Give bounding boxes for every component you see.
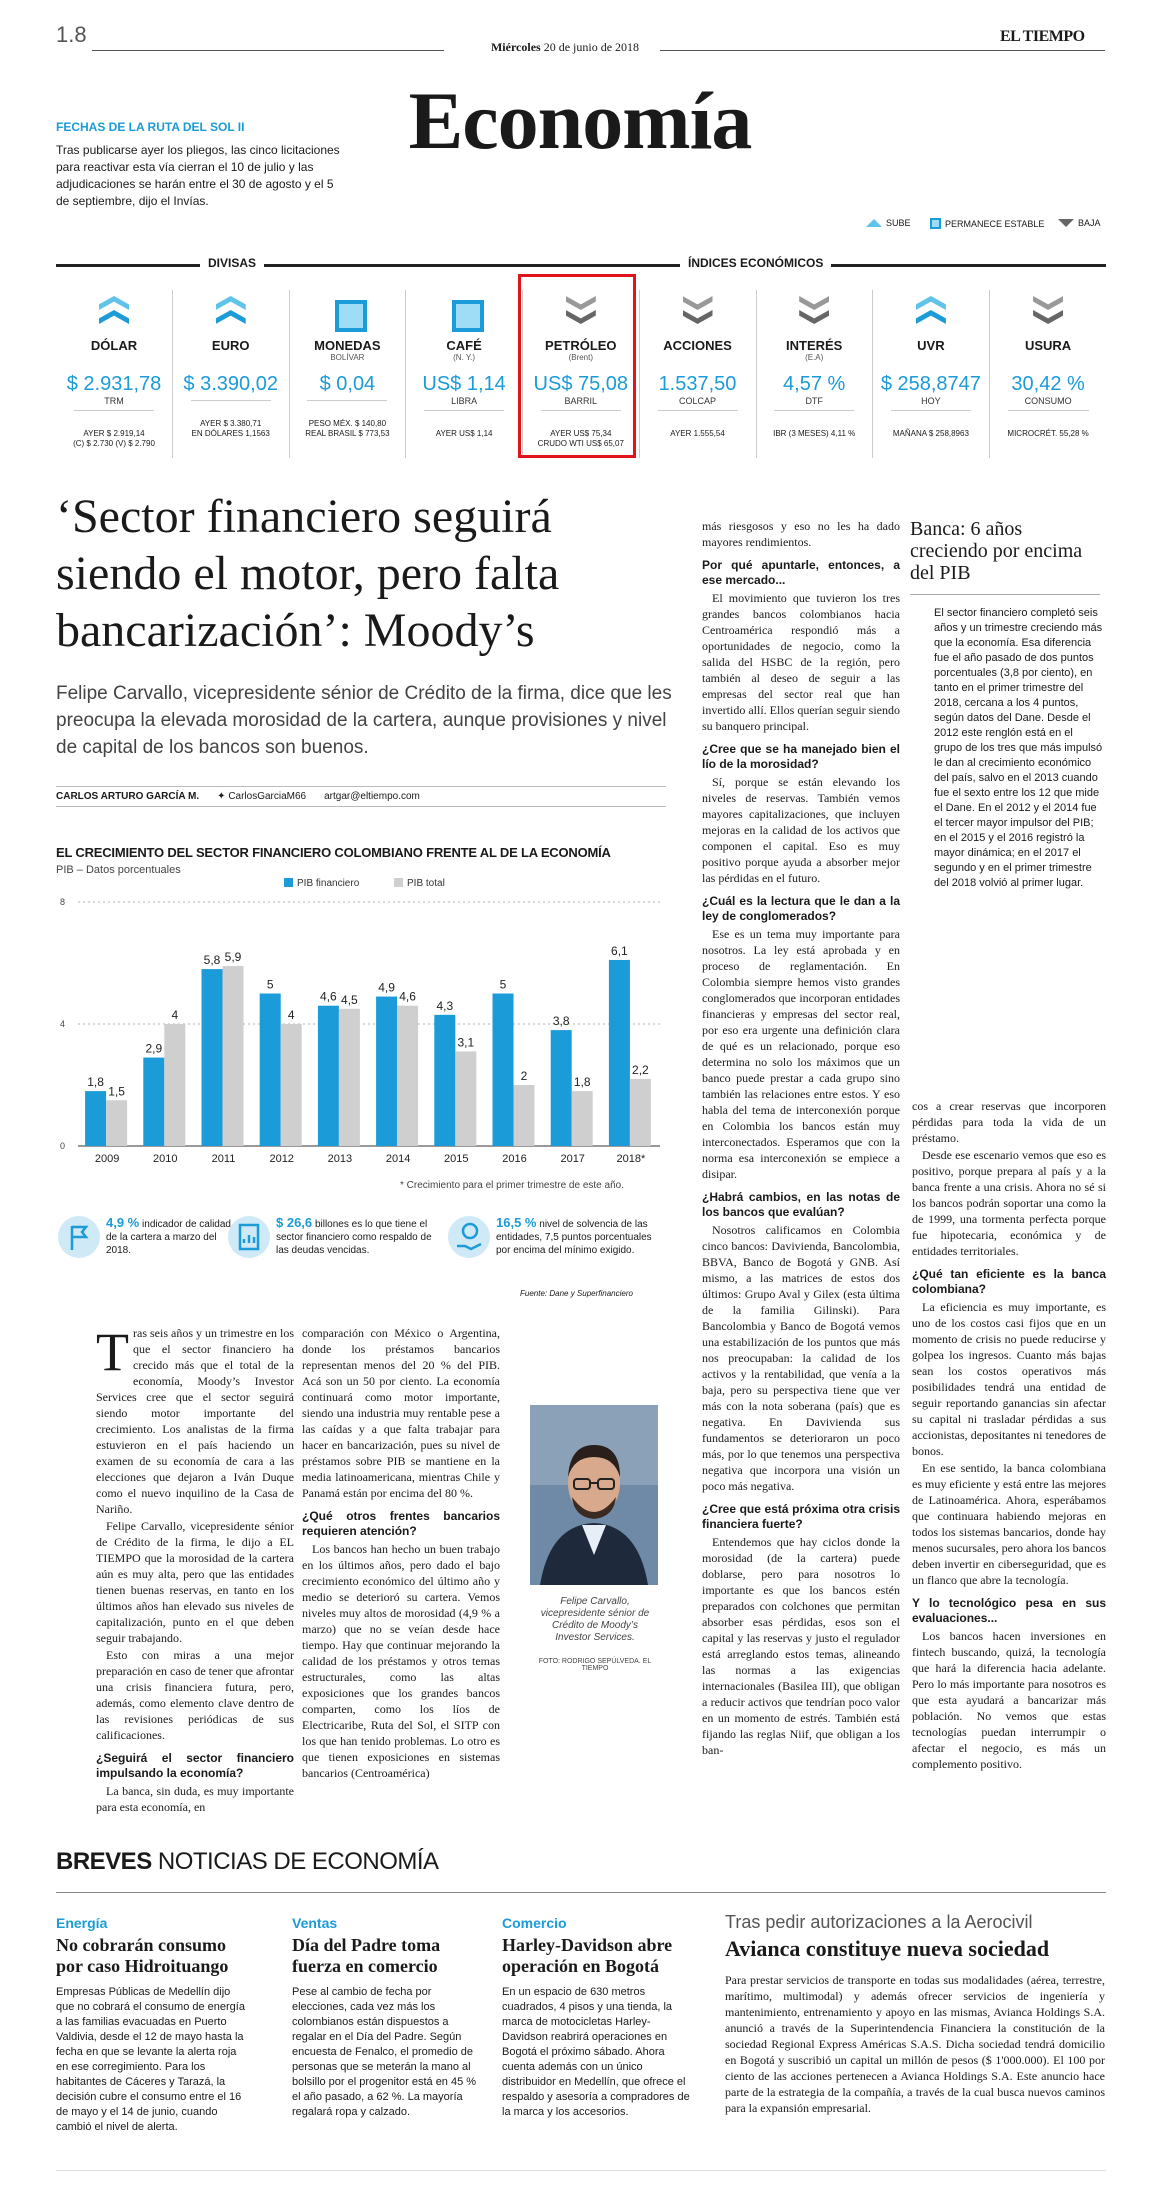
indicator-name: EURO xyxy=(211,338,250,353)
indicator-unit: DTF xyxy=(774,396,854,411)
chevron-down-icon xyxy=(1058,219,1074,227)
indicator-unit: TRM xyxy=(74,396,154,411)
bar xyxy=(551,1030,572,1146)
fact-3: 16,5 % nivel de solvencia de las entidades, 7,5 puntos porcentuales por encima del mínimo exigido. xyxy=(448,1216,663,1258)
indicator-name: ACCIONES xyxy=(663,338,732,353)
x-tick-label: 2018* xyxy=(616,1153,646,1165)
x-tick-label: 2015 xyxy=(444,1153,469,1165)
paragraph: más riesgosos y eso no les ha dado mayores rendimientos. xyxy=(702,519,900,549)
square-icon xyxy=(449,292,479,332)
indicator-0 xyxy=(56,290,173,458)
indicator-7 xyxy=(873,290,990,458)
bar xyxy=(106,1100,127,1146)
author-email[interactable]: artgar@eltiempo.com xyxy=(324,791,420,802)
article-deck: Felipe Carvallo, vicepresidente sénior de Crédito de la firma, dice que les preocupa la elevada morosidad de la cartera, aunque provisiones y nivel de capital de los bancos son buenos. xyxy=(56,683,672,758)
square-icon xyxy=(930,218,941,229)
indicator-value: $ 2.931,78 xyxy=(66,373,162,395)
indicator-sub xyxy=(56,353,172,363)
data-label: 4,6 xyxy=(399,989,416,1004)
indices-heading: ÍNDICES ECONÓMICOS xyxy=(680,256,831,270)
question: Y lo tecnológico pesa en sus evaluaciones... xyxy=(912,1596,1106,1625)
x-tick-label: 2014 xyxy=(385,1153,411,1165)
indicator-2 xyxy=(289,290,406,458)
paragraph: La eficiencia es muy importante, es uno de los costos casi fijos que en un momento de crisis no puede reducirse y golpea los ingresos. Cuanto más bajas sean los costos operativos más posibilidades tendrá una entidad de seguir reportando ganancias sin afectar su capital ni trasladar pérdidas a sus accionistas, depositantes ni tenedores de bonos. xyxy=(912,1300,1106,1458)
sidebar-title: Banca: 6 años creciendo por encima del PIB xyxy=(910,518,1083,584)
bar xyxy=(260,994,281,1147)
data-label: 4 xyxy=(171,1008,179,1022)
data-label: 3,8 xyxy=(552,1014,570,1029)
legend-swatch xyxy=(394,878,403,887)
bar xyxy=(318,1006,339,1146)
indicator-value: $ 3.390,02 xyxy=(183,373,278,395)
body-column-4 xyxy=(912,1098,1106,1773)
chart-source: Fuente: Dane y Superfinanciero xyxy=(520,1289,633,1298)
newspaper-brand[interactable]: EL TIEMPO xyxy=(1000,28,1085,45)
indicator-sub xyxy=(873,353,989,363)
bar xyxy=(514,1085,535,1146)
article-headline: ‘Sector financiero seguirá siendo el motor, pero falta bancarización’: Moody’s xyxy=(56,490,560,657)
question: ¿Qué otros frentes bancarios requieren atención? xyxy=(302,1509,500,1538)
bar xyxy=(339,1009,360,1146)
photo-credit: FOTO: RODRIGO SEPÚLVEDA. EL TIEMPO xyxy=(538,1658,652,1672)
dropcap: T xyxy=(96,1322,129,1382)
photo-caption: Felipe Carvallo, vicepresidente sénior de Crédito de Moody’s Investor Services. xyxy=(540,1596,650,1643)
question: ¿Qué tan eficiente es la banca colombiana? xyxy=(912,1267,1106,1296)
page-bottom-rule xyxy=(56,2170,1106,2171)
legend-label: PIB total xyxy=(407,878,445,889)
question: ¿Cree que se ha manejado bien el lío de la morosidad? xyxy=(702,742,900,771)
indicator-foot: AYER US$ 1,14 xyxy=(435,429,493,438)
indicator-unit xyxy=(191,396,271,401)
legend-up: SUBE xyxy=(866,218,911,228)
indicator-unit: HOY xyxy=(891,396,971,411)
chevron-up-icon xyxy=(99,292,129,332)
byline xyxy=(56,786,666,807)
question: ¿Habrá cambios, en las notas de los bancos que evalúan? xyxy=(702,1190,900,1219)
bar xyxy=(223,966,244,1146)
indicator-sub: (N. Y.) xyxy=(453,353,476,362)
bar xyxy=(164,1024,185,1146)
x-tick-label: 2011 xyxy=(211,1153,236,1165)
legend-label: PIB financiero xyxy=(297,878,360,889)
money-hand-icon xyxy=(448,1216,490,1258)
indicator-name: USURA xyxy=(1024,338,1072,353)
data-label: 5 xyxy=(499,977,507,992)
indicator-foot: AYER $ 2.919,14 (C) $ 2.730 (V) $ 2.790 xyxy=(73,429,155,448)
sidebar-text: El sector financiero completó seis años y un trimestre creciendo más que la economía. Esa diferencia fue el año pasado de dos puntos porcentuales (3,8 por ciento), en tanto en el primer trimestre del 2018, cercana a los 4 puntos, según datos del Dane. Desde el 2012 este renglón está en el grupo de los tres que más impulsó le dan al crecimiento económico del país, salvo en el 2013 cuando fue el sexto entre los 12 que mide el Dane. En el 2012 y el 2014 fue el tercer mayor impulsor del PIB; en el 2015 y el 2016 registró la mayor dinámica; en el 2017 el segundo y en el primer trimestre del 2018 volvió al primer lugar. xyxy=(934,607,1103,889)
indicator-foot: AYER $ 3.380,71 EN DÓLARES 1,1563 xyxy=(191,419,270,438)
data-label: 4 xyxy=(287,1008,295,1022)
divisas-heading: DIVISAS xyxy=(200,256,264,270)
portrait-photo xyxy=(530,1405,658,1585)
indicator-name: DÓLAR xyxy=(90,338,138,353)
bar xyxy=(609,960,630,1146)
avianca-text: Para prestar servicios de transporte en todas sus modalidades (aérea, terrestre, marítimo, multimodal) y además ofrecer servicios de ingeniería y mantenimiento, entrenamiento y apoyo en las mismas, Avianca Holdings S.A. anunció a través de la Superintendencia Financiera la constitución de la sociedad Regional Express Américas S.A.S. Dicha sociedad tendrá domicilio en Bogotá y suscribió un capital un millón de pesos ($ 1'000.000). El 100 por ciento de las acciones pertenecen a Avianca Holdings S.A. Este anuncio hace parte de la estrategia de la compañía, a través de la cual busca nuevos caminos para la expansión empresarial. xyxy=(725,1973,1105,2115)
bar xyxy=(143,1058,164,1146)
indicator-value: US$ 1,14 xyxy=(422,373,506,395)
indicator-value: 30,42 % xyxy=(1011,373,1085,395)
indicator-value: $ 258,8747 xyxy=(880,373,981,395)
brief-3: Comercio Harley-Davidson abre operación en Bogotá En un espacio de 630 metros cuadrados, 4 pisos y una tienda, la marca de motocicletas Harley-Davidson reabrirá operaciones en Bogotá el próximo sábado. Ahora cuenta además con un único distribuidor en Medellín, que ofrece el respaldo y asesoría a compradores de la marca y los accesorios. xyxy=(502,1915,690,2118)
indicator-foot: AYER 1.555,54 xyxy=(670,429,725,438)
indicator-8 xyxy=(990,290,1107,458)
paragraph: Desde ese escenario vemos que eso es positivo, porque prepara al país y a la banca frente a una crisis. Ahora no sé si los bancos podrán soportar una como la de 1999, una tormenta perfecta porque fue hipotecaria, económica y de entidades territoriales. xyxy=(912,1148,1106,1258)
indicator-unit: COLCAP xyxy=(658,396,738,411)
indicator-name: INTERÉS xyxy=(786,338,843,353)
data-label: 3,1 xyxy=(457,1035,475,1050)
header-rule-right xyxy=(660,50,1105,51)
x-tick-label: 2010 xyxy=(153,1153,178,1165)
indicator-sub: (E.A) xyxy=(805,353,824,362)
body-column-2: comparación con México o Argentina, donde los préstamos bancarios representan menos del 20 % del PIB. Acá son un 50 por ciento. La economía continuará como motor importante, siendo una industria muy rentable pese a las caídas y a que falta trabajar para hacer en bancarización, pues su nivel de préstamos sobre PIB se mantiene en la media latinoamericana, mientras Chile y Panamá están por encima del 80 %. ¿Qué otros frentes bancarios requieren atención? Los bancos han hecho un buen trabajo en los últimos años, pero dado el bajo crecimiento económico del último año y medio se deterioró su cartera. Vemos niveles muy altos de morosidad (4,9 % a marzo) que no se veían desde hace tiempo. Hay que continuar mejorando la calidad de los préstamos y otros temas estructurales, como las altas exposiciones que los grandes bancos comparten, como los líos de Electricaribe, Ruta del Sol, el SITP con los que han tenido problemas. Lo otro es que tienen exposiciones en sistemas bancarios (Centroamérica) xyxy=(302,1326,500,1780)
body-column-3 xyxy=(702,518,900,1759)
kicker-title: FECHAS DE LA RUTA DEL SOL II xyxy=(56,120,245,134)
legend-down: BAJA xyxy=(1058,218,1101,228)
chevron-up-icon xyxy=(866,219,882,227)
data-label: 4,5 xyxy=(341,992,358,1007)
indicator-foot: MICROCRÉT. 55,28 % xyxy=(1007,429,1089,438)
question: ¿Seguirá el sector financiero impulsando la economía? xyxy=(96,1751,294,1780)
bar xyxy=(630,1079,651,1146)
x-tick-label: 2013 xyxy=(327,1153,353,1165)
paragraph: En ese sentido, la banca colombiana es muy eficiente y está entre las mejores de Latinoamérica. Ahora, esperábamos que continuara habiendo mejoras en todos los sistemas bancarios, donde hay menos sucursales, pero ahora los bancos deben invertir en ciberseguridad, que es un flanco que abre la tecnología. xyxy=(912,1461,1106,1587)
data-label: 4,9 xyxy=(378,980,395,995)
bar xyxy=(202,969,223,1146)
paragraph: Los bancos hacen inversiones en fintech buscando, quizá, la tecnología que hará la diferencia hacia adelante. Pero lo más importante para nosotros es que esta ayudará a bancarizar más población. No vemos que estas tecnologías puedan interrumpir o afectar el negocio, es más un complemento positivo. xyxy=(912,1629,1106,1771)
chart-subtitle: PIB – Datos porcentuales xyxy=(56,864,181,876)
twitter-icon: ✦ xyxy=(217,791,226,802)
data-label: 2 xyxy=(520,1069,528,1083)
paragraph: Ese es un tema muy importante para nosotros. La ley está aprobada y en proceso de reglamentación. En Colombia siempre hemos visto grandes conglomerados que incorporan entidades financieras y empresas del sector real, por eso era urgente una definición clara de qué es un relacionado, porque eso determina no solo los máximos que un banco puede prestar a cada grupo sino también las relaciones entre estos. Y eso habla del tema de interconexión porque en Colombia los bancos están muy interconectados. Esperamos que con la norma esa interconexión se empiece a disipar. xyxy=(702,927,900,1181)
data-label: 6,1 xyxy=(611,943,628,958)
issue-date: Miércoles 20 de junio de 2018 xyxy=(490,40,640,54)
kicker-text: Tras publicarse ayer los pliegos, las cinco licitaciones para reactivar esta vía cierran el 10 de julio y las adjudicaciones se harán entre el 30 de agosto y el 5 de septiembre, dijo el Invías. xyxy=(56,143,340,208)
sidebar-rule xyxy=(910,594,1100,595)
highlight-box xyxy=(518,274,636,458)
section-title: Economía xyxy=(408,75,752,166)
question: ¿Cuál es la lectura que le dan a la ley de conglomerados? xyxy=(702,894,900,923)
legend-stable: PERMANECE ESTABLE xyxy=(930,218,1044,229)
indicator-name: MONEDAS xyxy=(314,338,381,353)
indicator-foot: PESO MÉX. $ 140,80 REAL BRASIL $ 773,53 xyxy=(305,419,390,438)
indicator-unit xyxy=(307,396,387,401)
question: ¿Cree que está próxima otra crisis financiera fuerte? xyxy=(702,1502,900,1531)
indicator-value: US$ 75,08 xyxy=(533,373,629,395)
legend-swatch xyxy=(284,878,293,887)
bar xyxy=(397,1006,418,1146)
data-label: 5 xyxy=(266,977,274,992)
chart-note: * Crecimiento para el primer trimestre de este año. xyxy=(400,1180,624,1191)
indicator-sub xyxy=(173,353,289,363)
avianca-title: Avianca constituye nueva sociedad xyxy=(725,1936,1050,1961)
y-tick-label: 0 xyxy=(60,1141,66,1151)
bar xyxy=(572,1091,593,1146)
indicator-sub xyxy=(990,353,1107,363)
data-label: 4,6 xyxy=(320,989,337,1004)
question: Por qué apuntarle, entonces, a ese mercado... xyxy=(702,558,900,587)
brief-2: Ventas Día del Padre toma fuerza en comercio Pese al cambio de fecha por elecciones, cada vez más los colombianos están dispuestos a regalar en el Día del Padre. Según encuesta de Fenalco, el promedio de personas que se meterán la mano al bolsillo por el progenitor está en 45 % el año pasado, a 62 %. La mayoría regalará ropa y calzado. xyxy=(292,1915,477,2118)
indicator-5 xyxy=(640,290,757,458)
paragraph: cos a crear reservas que incorporen pérdidas para toda la vida de un préstamo. xyxy=(912,1099,1106,1145)
chevron-down-icon xyxy=(1033,292,1063,332)
indicator-name: PETRÓLEO xyxy=(545,338,617,353)
indicator-6 xyxy=(756,290,873,458)
data-label: 5,8 xyxy=(203,953,221,968)
bar xyxy=(85,1091,106,1146)
avianca-pretitle: Tras pedir autorizaciones a la Aerocivil xyxy=(725,1912,1033,1932)
header-rule-left xyxy=(92,50,444,51)
bar xyxy=(493,994,514,1147)
chevron-up-icon xyxy=(216,292,246,332)
bar xyxy=(281,1024,302,1146)
fact-1: 4,9 % indicador de calidad de la cartera a marzo del 2018. xyxy=(58,1216,233,1258)
data-label: 5,9 xyxy=(224,950,242,965)
flag-icon xyxy=(58,1216,100,1258)
x-tick-label: 2009 xyxy=(94,1153,120,1165)
bar-chart xyxy=(56,878,666,1178)
brief-1: Energía No cobrarán consumo por caso Hidroituango Empresas Públicas de Medellín dijo que no cobrará el consumo de energía a las familias evacuadas en Puerto Valdivia, desde el 12 de mayo hasta la fecha en que se levante la alerta roja en ese corregimiento. Para los habitantes de Cáceres y Tarazá, la decisión cubre el consumo entre el 16 de mayo y el 14 de junio, cuando cambió el nivel de alerta. xyxy=(56,1915,245,2133)
chevron-down-icon xyxy=(799,292,829,332)
y-tick-label: 8 xyxy=(60,897,66,907)
bar xyxy=(434,1015,455,1146)
data-label: 4,3 xyxy=(436,998,454,1013)
data-label: 2,2 xyxy=(632,1062,649,1077)
indicator-foot: IBR (3 MESES) 4,11 % xyxy=(773,429,856,438)
breves-title: BREVES NOTICIAS DE ECONOMÍA xyxy=(56,1848,439,1875)
chevron-down-icon xyxy=(683,292,713,332)
twitter-handle[interactable]: ✦ CarlosGarciaM66 xyxy=(217,791,307,802)
chevron-up-icon xyxy=(916,292,946,332)
indicator-foot: MAÑANA $ 258,8963 xyxy=(892,429,969,438)
bar xyxy=(376,997,397,1146)
y-tick-label: 4 xyxy=(60,1019,66,1029)
indicator-value: 1.537,50 xyxy=(658,373,737,395)
chart-title: EL CRECIMIENTO DEL SECTOR FINANCIERO COLOMBIANO FRENTE AL DE LA ECONOMÍA xyxy=(56,845,611,860)
x-tick-label: 2017 xyxy=(560,1153,585,1165)
bar xyxy=(455,1051,476,1146)
author: CARLOS ARTURO GARCÍA M. xyxy=(56,791,200,802)
indicator-value: 4,57 % xyxy=(783,373,846,395)
breves-rule xyxy=(56,1892,1106,1893)
x-tick-label: 2016 xyxy=(502,1153,527,1165)
data-label: 1,8 xyxy=(573,1075,591,1090)
indicator-unit: LIBRA xyxy=(424,396,504,411)
paragraph: El movimiento que tuvieron los tres grandes bancos colombianos hacia Centroamérica respondió más a oportunidades de negocio, como la salida del HSBC de la región, pero también al deseo de seguir a las empresas del sector real que han invertido allí. Ellos querían seguir siendo su banquero principal. xyxy=(702,591,900,733)
paragraph: Sí, porque se están elevando los niveles de reservas. También vemos mayores capitalizaciones, que incluyen mejoras en la calidad de los activos que componen el capital. Eso es muy positivo porque ayuda a absorber mejor las pérdidas en el futuro. xyxy=(702,775,900,885)
x-tick-label: 2012 xyxy=(269,1153,294,1165)
data-label: 2,9 xyxy=(145,1041,163,1056)
data-label: 1,8 xyxy=(87,1075,104,1090)
indicator-unit: BARRIL xyxy=(541,396,621,411)
indicator-unit: CONSUMO xyxy=(1008,396,1089,411)
paragraph: Entendemos que hay ciclos donde la morosidad (de la cartera) puede doblarse, pero para nosotros lo importante es que los bancos estén preparados con colchones que permitan absorber esas pérdidas, esos son el capital y las reservas y justo el regulador está arreglando estos temas, alineando las normas a las exigencias internacionales (Basilea III), que obligan a reducir activos que tendrían poco valor en un momento de estrés. También está fijando las reglas Niif, que obligan a los ban- xyxy=(702,1535,900,1757)
data-label: 1,5 xyxy=(108,1084,125,1099)
square-icon xyxy=(332,292,362,332)
paragraph: Nosotros calificamos en Colombia cinco bancos: Davivienda, Bancolombia, BBVA, Banco de Bogotá y GNB. Así mismo, a las matrices de estos dos últimos: Grupo Aval y Gilex (esta última de la familia Gilinski). Para Bancolombia y Banco de Bogotá vemos una estabilización de los puntos que más nos preocupaban: la calidad de los activos y la rentabilidad, que venía a la baja, pero su perspectiva tiene que ver más con la nota soberana (país) que es negativa. En Davivienda sus fundamentos se deterioraron un poco más, por lo que tenemos una perspectiva negativa que incorpora una visión un poco más negativa. xyxy=(702,1223,900,1493)
indicator-name: UVR xyxy=(917,338,945,353)
body-column-1: T ras seis años y un trimestre en los que el sector financiero ha crecido más que el total de la economía, Moody’s Investor Services cree que el sector seguirá siendo motor importante del crecimiento. Los analistas de la firma estuvieron en el país haciendo un examen de su economía de cara a las elecciones que dejaron a Iván Duque como el nuevo inquilino de la Casa de Nariño. Felipe Carvallo, vicepresidente sénior de Crédito de la firma, le dijo a EL TIEMPO que la morosidad de la cartera aún es muy alta, pero que las entidades tienen buenas reservas, en tanto en los últimos años han elevado sus niveles de capitalización, punto en el que deben seguir trabajando. Esto con miras a una mejor preparación en caso de tener que afrontar una crisis financiera futura, pero, además, como elemento clave dentro de las revisiones periódicas de sus calificaciones. ¿Seguirá el sector financiero impulsando la economía? La banca, sin duda, es muy importante para esta economía, en xyxy=(96,1322,294,1814)
document-chart-icon xyxy=(228,1216,270,1258)
indicator-value: $ 0,04 xyxy=(319,373,376,395)
indicator-foot: AYER US$ 75,34 CRUDO WTI US$ 65,07 xyxy=(537,429,624,448)
indicator-sub: (Brent) xyxy=(568,353,594,362)
page-number: 1.8 xyxy=(56,22,87,47)
indicator-sub xyxy=(640,353,756,363)
indicator-1 xyxy=(173,290,290,458)
indicator-sub: BOLÍVAR xyxy=(330,353,365,362)
indicator-name: CAFÉ xyxy=(446,338,482,353)
indicator-3 xyxy=(406,290,523,458)
fact-2: $ 26,6 billones es lo que tiene el sector financiero como respaldo de las deudas vencidas. xyxy=(228,1216,438,1258)
